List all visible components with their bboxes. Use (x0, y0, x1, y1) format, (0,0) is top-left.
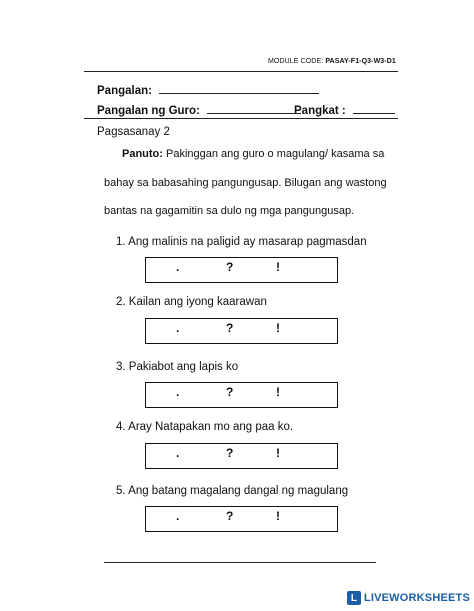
liveworksheets-logo-icon: L (347, 591, 361, 605)
teacher-label: Pangalan ng Guro: (97, 105, 200, 117)
group-blank[interactable] (353, 102, 395, 114)
item-4-text: 4. Aray Natapakan mo ang paa ko. (116, 421, 294, 433)
module-code-value: PASAY-F1-Q3-W3-D1 (325, 58, 396, 65)
item-1-period-option[interactable]: . (176, 260, 180, 274)
item-5-period-option[interactable]: . (176, 509, 180, 523)
name-row (97, 82, 319, 97)
teacher-row (97, 102, 301, 117)
exercise-title: Pagsasanay 2 (97, 126, 170, 138)
liveworksheets-brand: LIVEWORKSHEETS (363, 592, 470, 604)
teacher-blank[interactable] (207, 102, 301, 114)
instruction-line-3: bantas na gagamitin sa dulo ng mga pangungusap. (104, 205, 355, 217)
instruction-line-2: bahay sa babasahing pangungusap. Bilugan ang wastong (104, 177, 387, 189)
item-2-exclamation-option[interactable]: ! (276, 321, 280, 335)
top-rule (84, 71, 398, 72)
module-code-label: MODULE CODE: (268, 58, 324, 65)
item-3-question-option[interactable]: ? (226, 385, 234, 399)
item-3-answer-box (145, 382, 338, 408)
item-5-question-option[interactable]: ? (226, 509, 234, 523)
item-4-answer-box (145, 443, 338, 469)
item-3-text: 3. Pakiabot ang lapis ko (116, 361, 239, 373)
item-4-exclamation-option[interactable]: ! (276, 446, 280, 460)
item-4-question-option[interactable]: ? (226, 446, 234, 460)
item-1-answer-box (145, 257, 338, 283)
item-5-text: 5. Ang batang magalang dangal ng magulang (116, 485, 349, 497)
item-4-period-option[interactable]: . (176, 446, 180, 460)
item-2-question-option[interactable]: ? (226, 321, 234, 335)
liveworksheets-footer (347, 590, 470, 606)
instruction-label: Panuto: (122, 148, 163, 160)
group-label: Pangkat : (294, 105, 346, 117)
item-3-period-option[interactable]: . (176, 385, 180, 399)
item-1-exclamation-option[interactable]: ! (276, 260, 280, 274)
name-label: Pangalan: (97, 85, 152, 97)
instruction-text-1: Pakinggan ang guro o magulang/ kasama sa (166, 148, 385, 160)
item-2-answer-box (145, 318, 338, 344)
module-code (268, 58, 396, 65)
instruction-line-1 (122, 148, 384, 160)
bottom-rule (104, 562, 376, 563)
header-rule (84, 118, 398, 119)
item-2-period-option[interactable]: . (176, 321, 180, 335)
item-1-question-option[interactable]: ? (226, 260, 234, 274)
group-row (294, 102, 395, 117)
item-5-answer-box (145, 506, 338, 532)
name-blank[interactable] (159, 82, 319, 94)
item-3-exclamation-option[interactable]: ! (276, 385, 280, 399)
item-1-text: 1. Ang malinis na paligid ay masarap pagmasdan (116, 236, 367, 248)
item-2-text: 2. Kailan ang iyong kaarawan (116, 296, 267, 308)
item-5-exclamation-option[interactable]: ! (276, 509, 280, 523)
